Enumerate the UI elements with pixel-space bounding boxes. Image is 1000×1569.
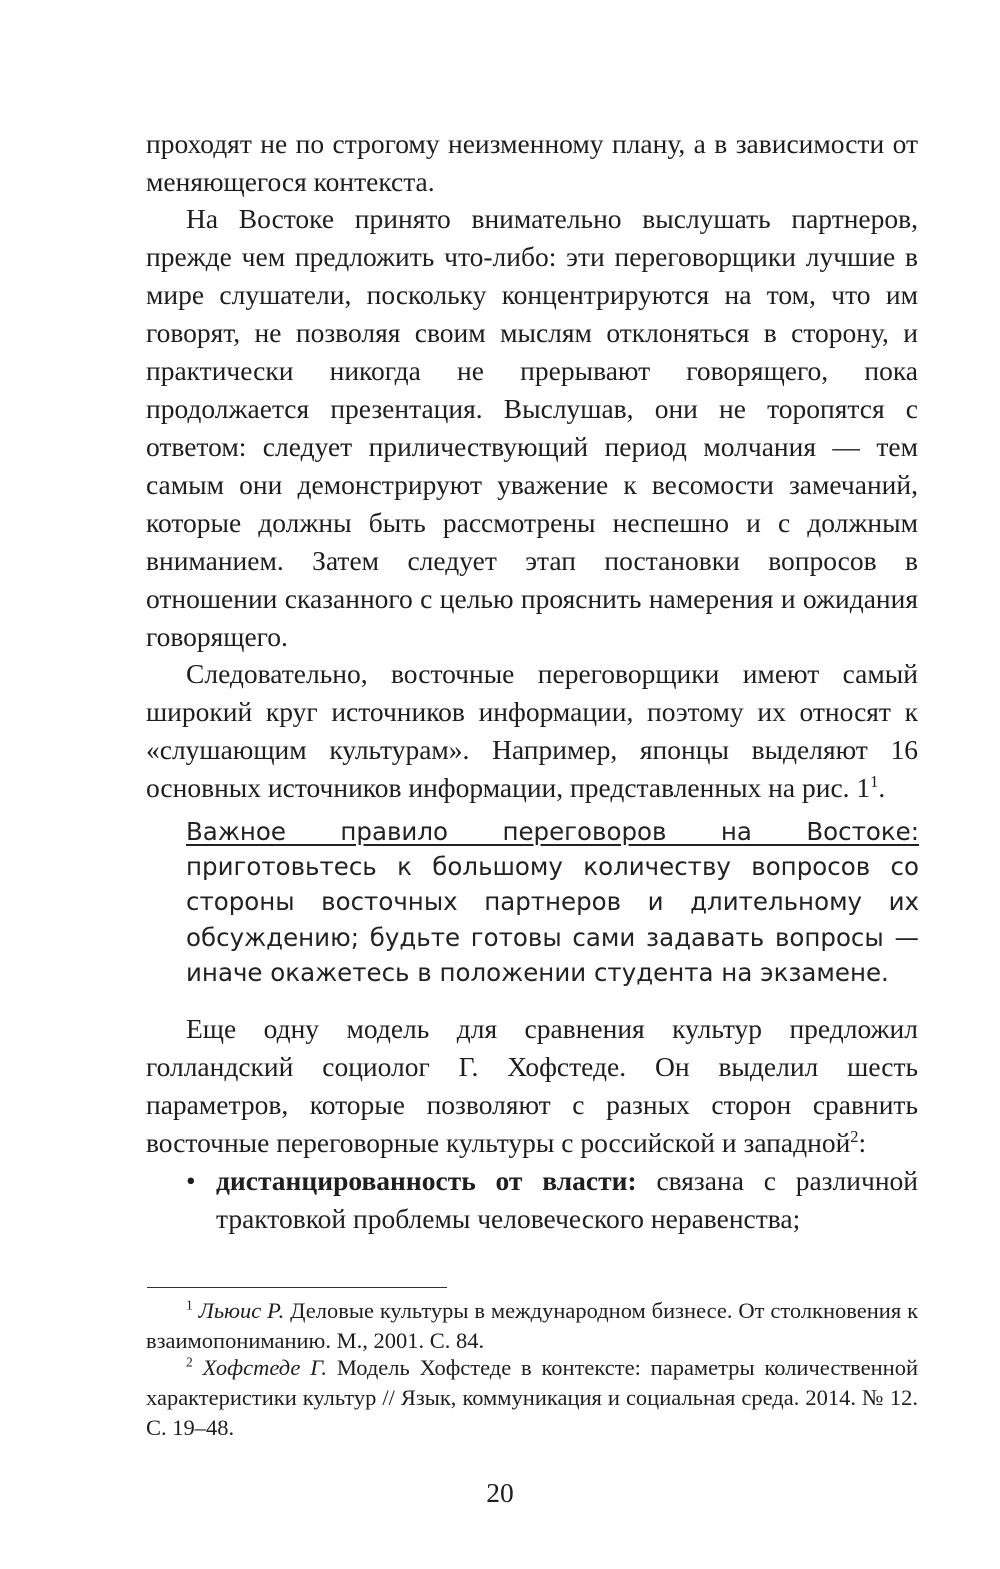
footnote-mark: 2: [186, 1354, 193, 1370]
footnote-ref-2[interactable]: 2: [850, 1126, 859, 1146]
paragraph-text: Еще одну модель для сравнения культур предложил голландский социолог Г. Хофстеде. Он выделил шесть параметров, которые позволяют с разных сторон сравнить восточные переговорные культуры с российской и западной: [146, 1013, 918, 1158]
rule-heading: Важное правило переговоров на Востоке:: [186, 817, 919, 846]
paragraph-listening-cultures: [146, 655, 918, 807]
page-number: 20: [486, 1477, 514, 1508]
paragraph-hofstede: [146, 1010, 918, 1162]
paragraph-east-listening: На Востоке принято внимательно выслушать партнеров, прежде чем предложить что-либо: эти переговорщики лучшие в мире слушатели, поскольку концентрируются на том, что им говорят, не позволяя своим мыслям отклоняться в сторону, и практически никогда не прерывают говорящего, пока продолжается презентация. Выслушав, они не торопятся с ответом: следует приличествующий период молчания — тем самым они демонстрируют уважение к весомости замечаний, которые должны быть рассмотрены неспешно и с должным вниманием. Затем следует этап постановки вопросов в отношении сказанного с целью прояснить намерения и ожидания говорящего.: [146, 203, 918, 652]
rule-text: приготовьтесь к большому количеству вопросов со стороны восточных партнеров и длительному их обсуждению; будьте готовы сами задавать вопросы — иначе окажетесь в положении студента на экзамене.: [186, 852, 919, 987]
footnote-author: Хофстеде Г.: [202, 1355, 327, 1380]
footnote-2: [146, 1353, 918, 1443]
list-item-text: [216, 1162, 918, 1238]
paragraph-end: :: [858, 1127, 867, 1158]
footnote-text: Деловые культуры в международном бизнесе. От столкновения к взаимопониманию. М., 2001. С. 84.: [146, 1298, 919, 1353]
paragraph-text: Следовательно, восточные переговорщики имеют самый широкий круг источников информации, поэтому их относят к «слушающим культурам». Например, японцы выделяют 16 основных источников информации, представленных на рис. 1: [146, 658, 918, 803]
list-item-term: дистанцированность от власти:: [216, 1165, 637, 1196]
footnote-text: Модель Хофстеде в контексте: параметры количественной характеристики культур // Язык, коммуникация и социальная среда. 2014. № 12. С. 19–48.: [146, 1355, 918, 1440]
footnote-author: Льюис Р.: [198, 1298, 285, 1323]
paragraph-end: .: [878, 772, 886, 803]
footnote-mark: 1: [186, 1297, 193, 1313]
list-item-description: связана с различной трактовкой проблемы человеческого неравенства;: [216, 1165, 918, 1234]
negotiation-rule-callout: [186, 814, 919, 990]
footnote-divider: [147, 1287, 447, 1288]
paragraph-continuation: проходят не по строгому неизменному плану, а в зависимости от меняющегося контекста.: [146, 128, 918, 197]
bullet-icon: •: [186, 1165, 196, 1196]
list-item: [146, 1162, 918, 1238]
footnote-1: [146, 1296, 918, 1356]
footnote-ref-1[interactable]: 1: [870, 771, 879, 791]
